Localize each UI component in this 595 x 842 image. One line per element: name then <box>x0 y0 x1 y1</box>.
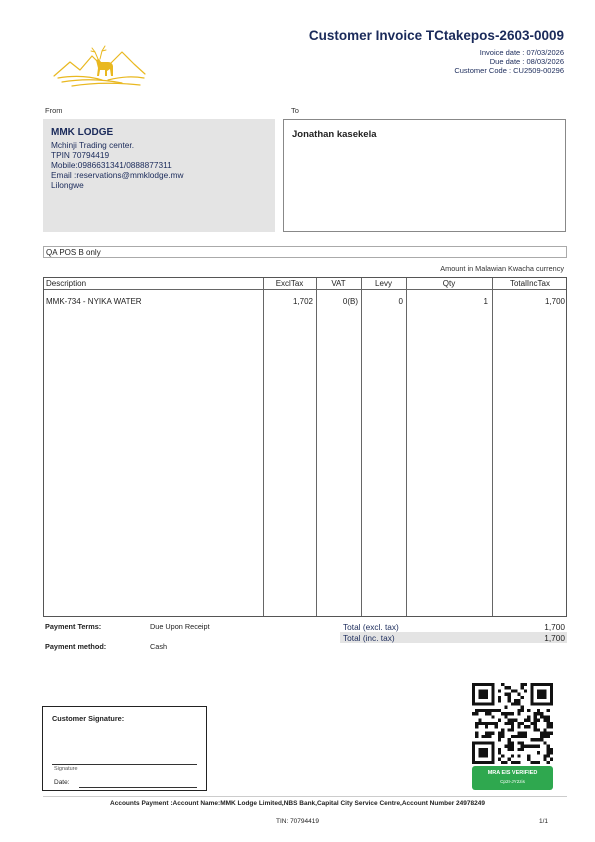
page-number: 1/1 <box>538 818 548 825</box>
from-line: Mobile:0986631341/0888877311 <box>51 160 172 170</box>
header-excltax: ExclTax <box>275 279 304 288</box>
column-divider <box>492 278 493 616</box>
row-description: MMK-734 - NYIKA WATER <box>46 297 142 306</box>
invoice-date: Invoice date : 07/03/2026 <box>479 48 564 57</box>
qr-code <box>472 683 553 764</box>
total-excl-value: 1,700 <box>544 622 565 632</box>
due-date: Due date : 08/03/2026 <box>489 57 564 66</box>
from-line: TPIN 70794419 <box>51 150 110 160</box>
row-total: 1,700 <box>544 297 565 306</box>
mra-code: Cp2I-JY2zis <box>500 779 525 784</box>
items-table <box>43 277 567 617</box>
from-line: Mchinji Trading center. <box>51 140 135 150</box>
to-box <box>283 119 566 232</box>
header-total: TotalIncTax <box>509 279 551 288</box>
column-divider <box>406 278 407 616</box>
invoice-meta <box>454 48 564 75</box>
header-levy: Levy <box>375 279 392 288</box>
footer-divider <box>43 796 567 797</box>
payment-method-value: Cash <box>150 642 168 651</box>
mra-title: MRA EIS VERIFIED <box>487 770 538 776</box>
header-description: Description <box>46 279 87 288</box>
date-line <box>79 787 197 788</box>
bank-details: Accounts Payment :Account Name:MMK Lodge Limited,NBS Bank,Capital City Service Centre,Account Number 24978249 <box>110 800 485 807</box>
payment-method-label: Payment method: <box>45 642 107 651</box>
header-vat: VAT <box>331 279 346 288</box>
signature-line <box>52 764 197 765</box>
date-label: Date: <box>54 779 70 786</box>
from-box <box>43 119 275 232</box>
deer-mountain-logo <box>52 40 147 90</box>
to-name: Jonathan kasekela <box>292 129 377 140</box>
signature-title: Customer Signature: <box>52 714 125 723</box>
row-excltax: 1,702 <box>292 297 313 306</box>
currency-note: Amount in Malawian Kwacha currency <box>440 264 564 273</box>
column-divider <box>263 278 264 616</box>
row-levy: 0 <box>398 297 403 306</box>
invoice-title: Customer Invoice TCtakepos-2603-0009 <box>308 28 564 43</box>
from-label: From <box>45 106 63 115</box>
payment-terms-value: Due Upon Receipt <box>150 622 210 631</box>
header-qty: Qty <box>442 279 456 288</box>
signature-box <box>42 706 207 791</box>
mra-verified-badge <box>472 766 553 790</box>
total-inc-label: Total (inc. tax) <box>343 633 395 643</box>
from-name: MMK LODGE <box>51 127 114 138</box>
from-line: Lilongwe <box>51 180 84 190</box>
from-email: Email :reservations@mmklodge.mw <box>51 170 184 180</box>
to-label: To <box>291 106 299 115</box>
payment-terms-label: Payment Terms: <box>45 622 102 631</box>
footer-tin: TIN: 70794419 <box>275 818 319 825</box>
total-excl-label: Total (excl. tax) <box>343 622 399 632</box>
customer-code: Customer Code : CU2509-00296 <box>454 66 564 75</box>
table-header-divider <box>44 289 566 290</box>
column-divider <box>316 278 317 616</box>
column-divider <box>361 278 362 616</box>
signature-caption: Signature <box>54 766 78 772</box>
row-vat: 0(B) <box>342 297 358 306</box>
total-inc-value: 1,700 <box>544 633 565 643</box>
row-qty: 1 <box>483 297 488 306</box>
invoice-note: QA POS B only <box>43 246 567 258</box>
